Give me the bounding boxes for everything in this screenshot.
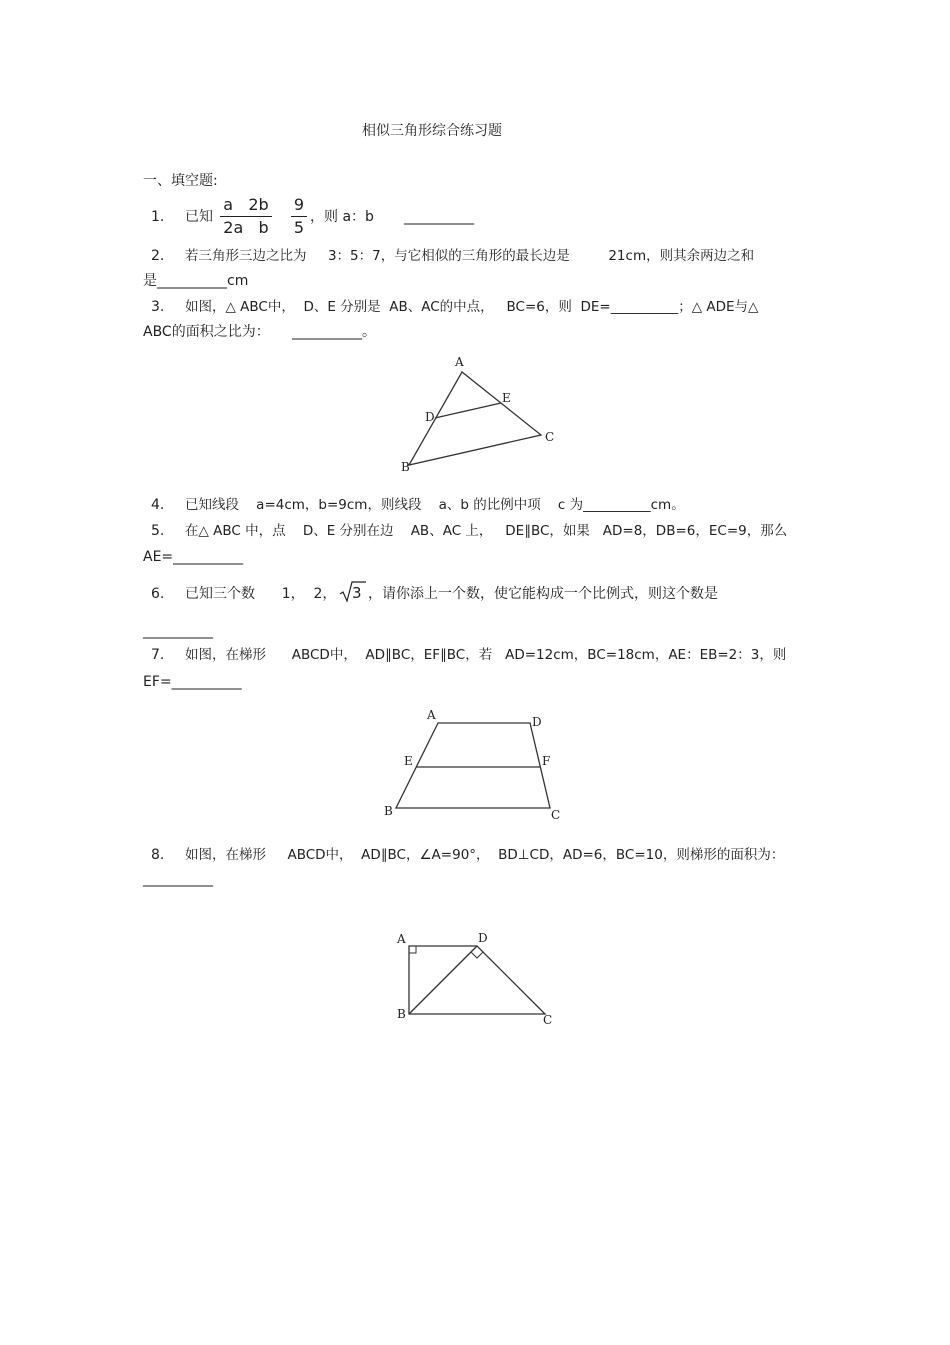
section-heading: 一、填空题: <box>143 173 218 189</box>
segment-bd <box>409 946 477 1014</box>
question-3-number: 3. <box>151 299 165 315</box>
label-b: B <box>401 460 410 474</box>
label-e: E <box>502 391 511 405</box>
label-c: C <box>545 430 555 444</box>
page-title: 相似三角形综合练习题 <box>362 123 502 139</box>
fraction-2 <box>291 195 307 238</box>
question-8-number: 8. <box>151 847 165 863</box>
right-trapezoid-figure <box>390 928 560 1033</box>
question-1-blank: __________ <box>404 209 474 225</box>
label-f: F <box>542 754 551 768</box>
question-1-prefix: 已知 <box>185 209 213 225</box>
right-angle-mark-d <box>471 952 483 958</box>
fraction-1 <box>220 195 272 238</box>
question-2-number: 2. <box>151 248 165 264</box>
question-6-blank: __________ <box>143 623 213 639</box>
question-8-blank: __________ <box>143 871 213 887</box>
fraction-1-denominator: 2a b <box>223 218 269 237</box>
trapezoid-abcd <box>396 723 550 808</box>
fraction-1-numerator: a 2b <box>223 195 269 214</box>
label-a: A <box>455 355 464 369</box>
question-4-number: 4. <box>151 497 165 513</box>
segment-de <box>435 403 501 418</box>
label-a: A <box>427 708 436 722</box>
sqrt-radicand: 3 <box>352 584 362 602</box>
label-b: B <box>397 1007 406 1021</box>
fraction-2-numerator: 9 <box>293 195 305 214</box>
label-b: B <box>384 804 393 818</box>
label-c: C <box>551 808 561 822</box>
question-2-line-2: 是__________cm <box>143 273 249 289</box>
fraction-2-denominator: 5 <box>293 218 305 237</box>
question-4-text: 已知线段 a=4cm，b=9cm，则线段 a、b 的比例中项 c 为__________cm。 <box>185 497 685 513</box>
question-8-line-1: 如图，在梯形 ABCD中， AD∥BC，∠A=90°， BD⊥CD，AD=6，BC=10，则梯形的面积为： <box>185 847 785 863</box>
question-3-line-1: 如图，△ ABC中， D、E 分别是 AB、AC的中点， BC=6，则 DE=__________；△ ADE与△ <box>185 299 759 315</box>
question-1-suffix: ，则 a：b <box>310 209 374 225</box>
question-6-prefix: 已知三个数 1， 2， <box>185 586 337 602</box>
question-7-line-1: 如图，在梯形 ABCD中， AD∥BC，EF∥BC，若 AD=12cm，BC=18cm，AE：EB=2：3，则 <box>185 647 787 663</box>
right-angle-mark-a <box>409 946 416 953</box>
label-d: D <box>425 410 435 424</box>
question-6-suffix: ，请你添上一个数，使它能构成一个比例式，则这个数是 <box>368 586 718 602</box>
label-c: C <box>543 1013 553 1027</box>
question-6-number: 6. <box>151 586 165 602</box>
trapezoid-abcd <box>409 946 545 1014</box>
triangle-abc-figure <box>395 350 565 475</box>
question-7-number: 7. <box>151 647 165 663</box>
label-e: E <box>404 754 413 768</box>
question-5-line-1: 在△ ABC 中，点 D、E 分别在边 AB、AC 上， DE∥BC，如果 AD=8，DB=6，EC=9，那么 <box>185 523 788 539</box>
question-5-number: 5. <box>151 523 165 539</box>
label-a: A <box>397 932 406 946</box>
label-d: D <box>478 931 488 945</box>
trapezoid-abcd-figure <box>380 705 570 825</box>
question-1-number: 1. <box>151 209 165 225</box>
label-d: D <box>532 715 542 729</box>
question-3-line-2: ABC的面积之比为： __________。 <box>143 324 376 340</box>
question-7-line-2: EF=__________ <box>143 674 242 690</box>
question-5-line-2: AE=__________ <box>143 549 244 565</box>
question-2-line-1: 若三角形三边之比为 3：5：7，与它相似的三角形的最长边是 21cm，则其余两边之和 <box>185 248 755 264</box>
